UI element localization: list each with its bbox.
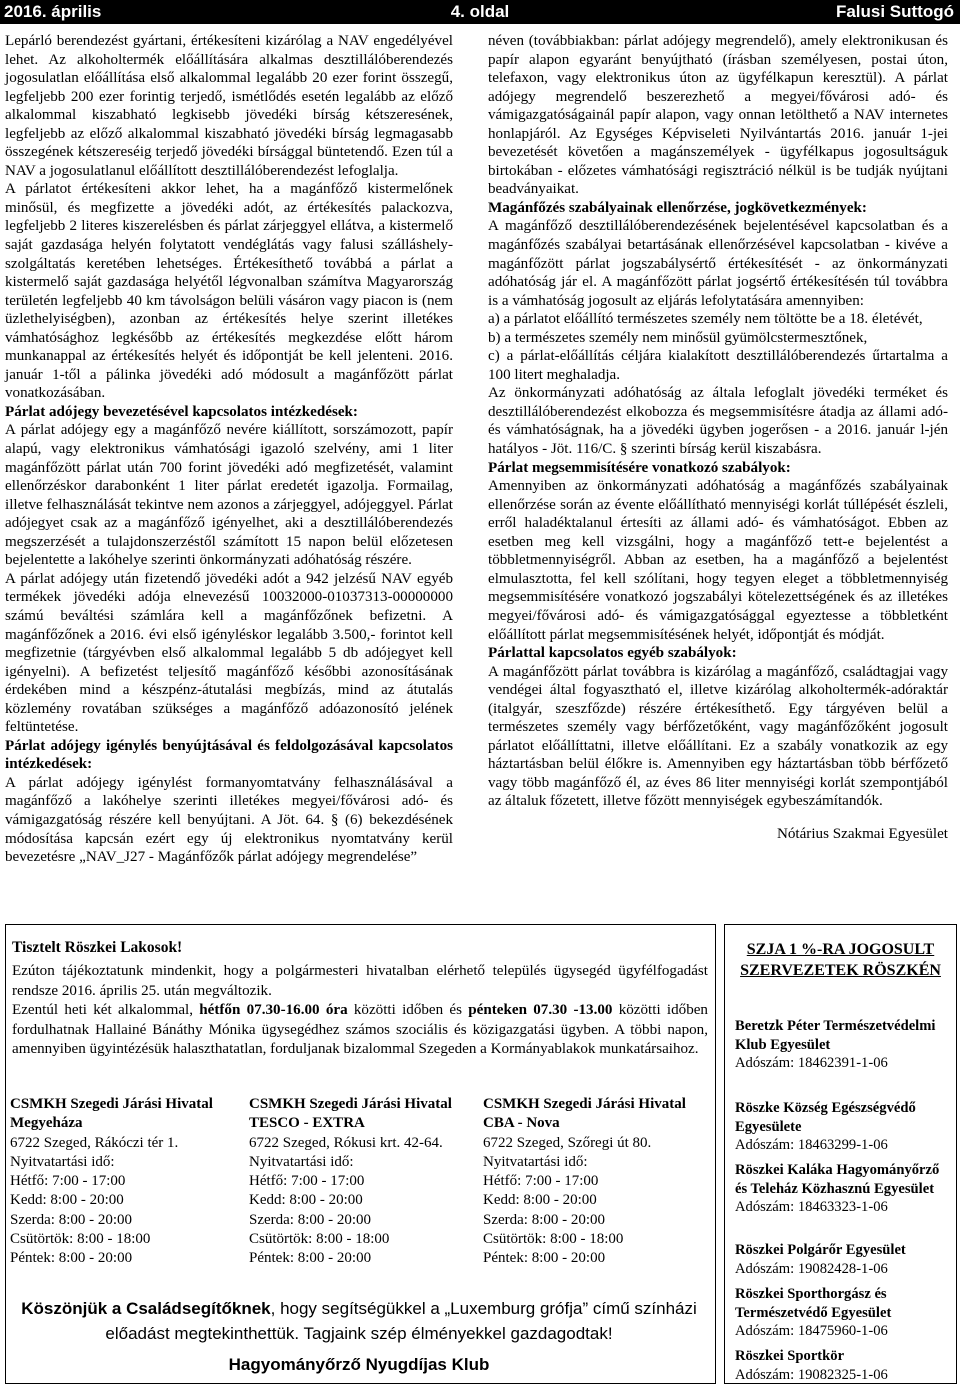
section-heading: Párlat megsemmisítésére vonatkozó szabályok: [488, 459, 791, 476]
list-item: b) a természetes személy nem minősül gyümölcstermesztőnek, [488, 329, 868, 346]
paragraph: Amennyiben az önkormányzati adóhatóság a magánfőzés szabályainak ellenőrzése során az évente előállítható mennyiségi korlát túllépését észleli, erről haladéktalanul értesíti az állami adó- és vámhatóságot. Ebben az esetben meg kell vizsgálni, hogy a magánfőző tett-e bejelentést a többletmennyiségről. Abban az esetben, ha a magánfőző a bejelentést elmulasztotta, fel kell szólítani, hogy tegyen eleget a többletmennyiség megsemmisítésére vonatkozó jogszabályi kötelezettségének és az illetékes megyei/fővárosi adó- és vámigazgatósággal egyeztesse a többletként előállított párlat megsemmisítésének helyét, időpontját és módját. [488, 478, 948, 643]
page-header [0, 0, 960, 24]
org-entry: Röszkei Sporthorgász és Természetvédő Egyesület Adószám: 18475960-1-06 [735, 1286, 892, 1339]
office-address: 6722 Szeged, Rákóczi tér 1. [10, 1134, 179, 1151]
section-heading: Párlattal kapcsolatos egyéb szabályok: [488, 645, 737, 662]
office-cba-nova: CSMKH Szegedi Járási Hivatal CBA - Nova 6722 Szeged, Szőregi út 80. Nyitvatartási idő: Hétfő: 7:00 - 17:00 Kedd: 8:00 - 20:00 Szerda: 8:00 - 20:00 Csütörtök: 8:00 - 18:00 Péntek: 8:00 - 20:00 [483, 1095, 715, 1269]
issue-date: 2016. április [4, 2, 102, 21]
paragraph: A párlat adójegy egy a magánfőző nevére kiállított, sorszámozott, papír alapú, vagy elektronikus vámhatósági igazoló szelvény, ami 1 liter magánfőzött párlat után 700 forint jövedéki adó megfizetését, valamint ellenőrzéskor darabonként 1 liter párlat eredetét igazolja. Formailag, illetve felhasználását tekintve nem azonos a zárjeggyel, adójeggyel. Párlat adójegyet csak az a magánfőző igényelhet, aki a desztillálóberendezés megszerzését a tulajdonszerzéstől számított 15 napon belül előzetesen bejelentette a lakóhelye szerinti önkormányzati adóhatóság részére. [5, 422, 453, 569]
right-article-column [488, 32, 948, 844]
org-entry: Röszke Község Egészségvédő Egyesülete Adószám: 18463299-1-06 [735, 1100, 916, 1153]
paragraph: A párlat adójegy után fizetendő jövedéki adót a 942 jelzésű NAV egyéb termékek jövedéki adója elnevezésű 10032000-01037313-00000000 számú beváltési számlára kell a magánfőzőnek befizetni. A magánfőzőnek a 2016. évi első igényléskor legalább 3.500,- forintot kell megfizetnie (tárgyévben első alkalommal legalább 5 db adójegyet kell igényelni). A befizetést teljesítő magánfőző későbbi azonosításának érdekében mind a készpénz-átutalási megbízás, mind az átutalás közlemény rovatában szükséges a magánfőző adóazonosító jelének feltüntetése. [5, 570, 453, 736]
office-address: 6722 Szeged, Szőregi út 80. [483, 1134, 652, 1151]
section-heading: Magánfőzés szabályainak ellenőrzése, jogkövetkezmények: [488, 199, 867, 216]
article-signature: Nótárius Szakmai Egyesület [776, 825, 948, 842]
list-item: c) a párlat-előállítás céljára kialakított desztillálóberendezés űrtartalma a 100 litert meghaladja. [488, 348, 948, 383]
notice-greeting: Tisztelt Röszkei Lakosok! [12, 939, 183, 956]
paragraph: Lepárló berendezést gyártani, értékesíteni kizárólag a NAV engedélyével lehet. Az alkoholtermék előállítására alkalmas desztillálóberendezés jogosulatlan előállítása első alkalommal legalább 20 ezer forint összegű, legfeljebb 200 ezer forintig terjedő, ismétlődés esetén legalább az előző alkalommal kiszabható legkisebb jövedéki bírság kétszeresének, legfeljebb az előző alkalommal kiszabható jövedéki bírság legmagasabb összegének kétszereséig terjedő jövedéki bírsággal büntetendő. Ezen túl a NAV a jogosulatlanul előállított desztillálóberendezést lefoglalja. [5, 33, 453, 179]
office-hours-title: Nyitvatartási idő: [10, 1153, 115, 1170]
org-entry: Beretzk Péter Természetvédelmi Klub Egyesület Adószám: 18462391-1-06 [735, 1018, 936, 1071]
paragraph: néven (továbbiakban: párlat adójegy megrendelő), amely elektronikusan és papír alapon egyaránt benyújtható (írásban személyesen, postai úton, telefaxon, vagy elektronikus úton az ügyfélkapun keresztül). A párlat adójegy megrendelő beszerezhető a megyei/fővárosi adó- és vámigazgatóságainál papír alapon, vagy onnan letölthető a NAV internetes honlapjáról. Az Egységes Képviseleti Nyilvántartás 2016. január 1-jei bevezetését követően a magánszemélyek - ügyfélkapus jogosultságuk birtokában - előzetes vámhatósági regisztráció nélkül is be tudják nyújtani beadványaikat. [488, 33, 948, 198]
section-heading: Párlat adójegy igénylés benyújtásával és feldolgozásával kapcsolatos intézkedések: [5, 737, 453, 773]
club-name: Hagyományőrző Nyugdíjas Klub [228, 1355, 490, 1374]
notice-text: Ezúton tájékoztatunk mindenkit, hogy a polgármesteri hivatalban elérhető település ügysegéd ügyfélfogadást rendsze 2016. április 25. után megváltozik. Ezentúl heti két alkalommal, hétfőn 07.30-16.00 óra közötti időben és pénteken 07.30 -13.00 közötti időben fordulhatnak Hallainé Bánáthy Mónika ügysegédhez számos szociális és közigazgatási ügyben. A többi napon, amennyiben ügyintézésük halaszthatatlan, forduljanak bizalommal Szegeden a Kormányablakok munkatársaihoz. [12, 963, 708, 1057]
paragraph: A párlat adójegy igénylést formanyomtatvány felhasználásával a magánfőző a lakóhelye szerinti illetékes megyei/fővárosi adó- és vámigazgatóság részére kell benyújtani. A Jöt. 64. § (6) bekezdésének módosítása kapcsán ezért egy új elektronikus nyomtatvány kerül bevezetésre „NAV_J27 - Magánfőzők párlat adójegy megrendelése” [5, 774, 453, 866]
newspaper-title: Falusi Suttogó [835, 2, 954, 21]
org-entry: Röszkei Sportkör Adószám: 19082325-1-06 [735, 1348, 888, 1383]
office-hours-title: Nyitvatartási idő: [483, 1153, 588, 1170]
paragraph: A magánfőző desztillálóberendezésének bejelentésével kapcsolatban és a magánfőzés szabályai betartásának ellenőrzésével kapcsolatban - kivéve a magánfőzött párlat jogszabálysértő értékesítését - az önkormányzati adóhatóság jár el. A magánfőzött párlat jogsértő értékesítésén túl továbbra is a vámhatóság jogosult az eljárás lefolytatására amennyiben: [488, 218, 948, 309]
paragraph: A magánfőzött párlat továbbra is kizárólag a magánfőző, családtagjai vagy vendégei által fogyasztható el, illetve kizárólag alkoholtermék-adóraktár (italgyár, szeszfőzde) részére értékesíthető. Egy tárgyéven belül a természetes személy vagy bérfőzetőként, vagy magánfőzőként jogosult párlatot előállíttatni, illetve előállítani. Ez a szabály vonatkozik az egy háztartásban belül élőkre is. Amennyiben egy háztartásban több bérfőzető vagy több magánfőző él, az éves 86 liter mennyiségi korlát szempontjából az általuk főzetett, illetve főzött mennyiségek egybeszámítandók. [488, 663, 948, 810]
office-megyehaza: CSMKH Szegedi Járási Hivatal Megyeháza 6722 Szeged, Rákóczi tér 1. Nyitvatartási idő: Hétfő: 7:00 - 17:00 Kedd: 8:00 - 20:00 Szerda: 8:00 - 20:00 Csütörtök: 8:00 - 18:00 Péntek: 8:00 - 20:00 [10, 1095, 242, 1269]
szja-box [724, 924, 957, 1384]
thank-you-note: Köszönjük a Családsegítőknek, hogy segítségükkel a „Luxemburg grófja” című színházi előadást megtekinthettük. Tagjaink szép élményekkel gazdagodtak! Hagyományőrző Nyugdíjas Klub [18, 1296, 700, 1377]
office-address: 6722 Szeged, Rókusi krt. 42-64. [249, 1134, 443, 1151]
org-entry: Röszkei Kaláka Hagyományőrző és Teleház Közhasznú Egyesület Adószám: 18463323-1-06 [735, 1162, 940, 1215]
office-hours-title: Nyitvatartási idő: [249, 1153, 354, 1170]
page-number: 4. oldal [450, 2, 510, 21]
left-article-column [5, 32, 453, 867]
office-tesco-extra: CSMKH Szegedi Járási Hivatal TESCO - EXTRA 6722 Szeged, Rókusi krt. 42-64. Nyitvatartási idő: Hétfő: 7:00 - 17:00 Kedd: 8:00 - 20:00 Szerda: 8:00 - 20:00 Csütörtök: 8:00 - 18:00 Péntek: 8:00 - 20:00 [249, 1095, 481, 1269]
section-heading: Párlat adójegy bevezetésével kapcsolatos intézkedések: [5, 403, 358, 420]
szja-title: SZJA 1 %-RA JOGOSULT SZERVEZETEK RÖSZKÉN [740, 941, 941, 979]
paragraph: Az önkormányzati adóhatóság az általa lefoglalt jövedéki terméket és desztillálóberendezést elkobozza és megsemmisítésre átadja az állami adó- és vámhatóságnak, ha a jövedéki ügyben jogerősen - a 2016. január l-jén hatályos - Jöt. 116/C. § szerinti bírság kerül kiszabásra. [488, 385, 948, 458]
paragraph: A párlatot értékesíteni akkor lehet, ha a magánfőző kistermelőnek minősül, és megfizette a jövedéki adót, az értékesítés palackozva, legfeljebb 2 literes kiszerelésben és párlat zárjeggyel ellátva, a kistermelő saját gazdasága helyén folytatott vendéglátás vagy falusi szálláshely-szolgáltatás keretében lehetséges. Értékesíthető továbbá a párlat a kistermelő saját gazdasága helyétől légvonalban számítva Magyarország területén legfeljebb 40 km távolságon belüli vásáron vagy piacon is (nem üzlethelyiségben), azonban az értékesítés helye szerint illetékes vámhatósághoz legkésőbb az értékesítés megkezdése előtt három munkanappal az értékesítés helyét és időpontját be kell jelenteni. 2016. január 1-től a pálinka jövedéki adó módosult a magánfőzött párlat vonatkozásában. [5, 181, 453, 402]
org-entry: Röszkei Polgárőr Egyesület Adószám: 19082428-1-06 [735, 1242, 906, 1277]
list-item: a) a párlatot előállító természetes személy nem töltötte be a 18. életévét, [488, 311, 923, 328]
